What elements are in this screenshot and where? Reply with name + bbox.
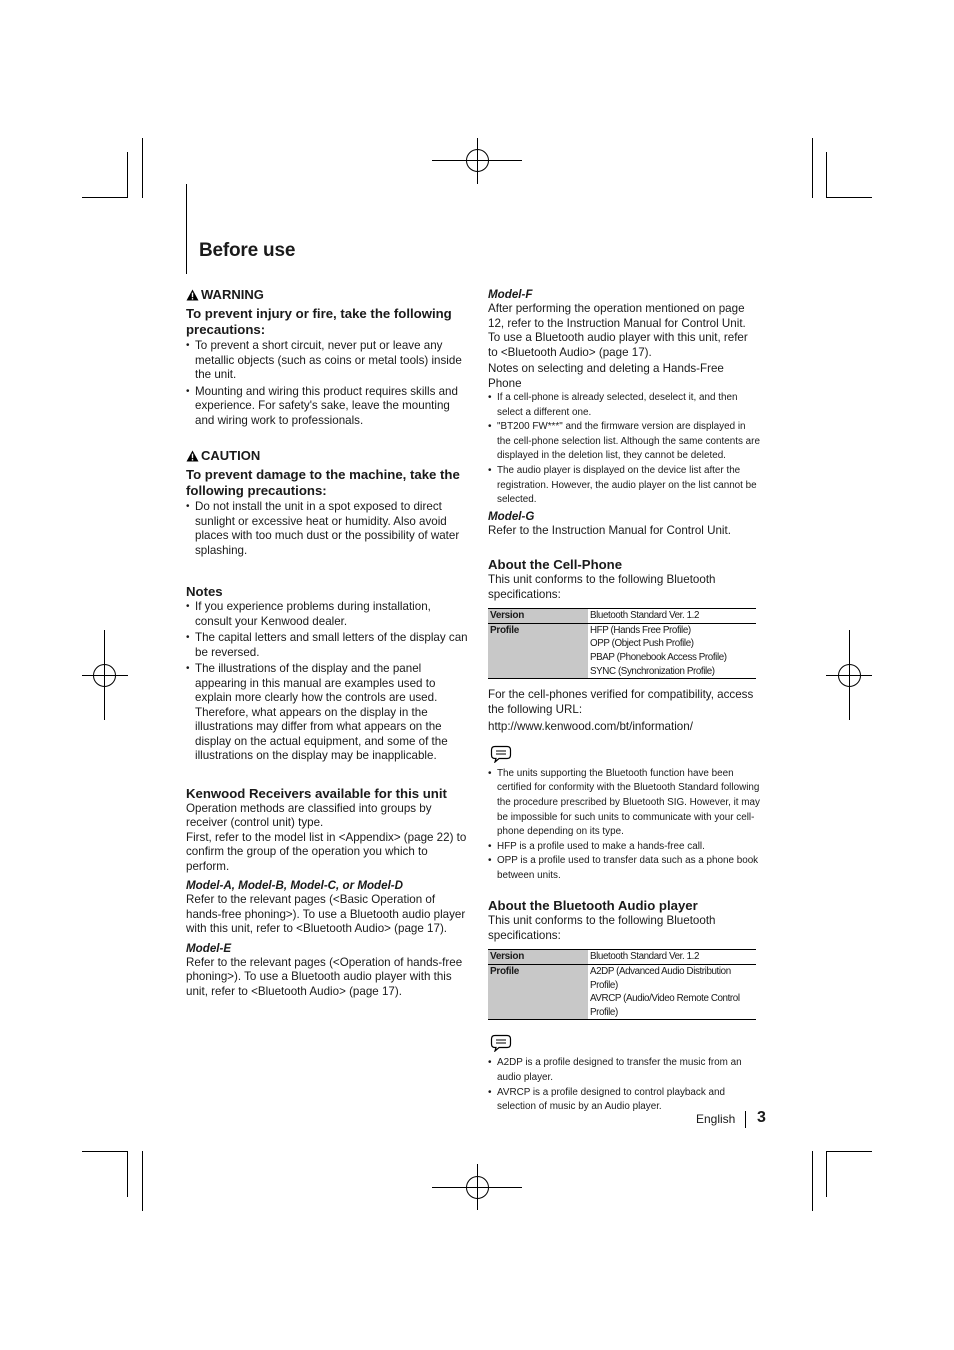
audio-notes-list <box>488 1056 760 1114</box>
caution-heading: To prevent damage to the machine, take the following precautions: <box>186 467 460 498</box>
cellphone-notes-list <box>488 767 760 884</box>
profile-item: HFP (Hands Free Profile) <box>590 624 691 636</box>
profile-item: PBAP (Phonebook Access Profile) <box>590 652 727 664</box>
list-item: • Do not install the unit in a spot exposed to direct sunlight or excessive heat or humidity. Also avoid places with too much dust or the possibility of water splashing. <box>186 500 468 558</box>
warning-list <box>186 339 468 428</box>
list-item: • Mounting and wiring this product requires skills and experience. For safety's sake, leave the mounting and wiring work to professionals. <box>186 385 468 429</box>
profile-item: OPP (Object Push Profile) <box>590 638 694 650</box>
cellphone-spec-table <box>488 608 756 679</box>
caution-list <box>186 500 468 558</box>
footer-separator <box>745 1111 746 1128</box>
list-item: • OPP is a profile used to transfer data such as a phone book between units. <box>488 854 760 883</box>
spec-label: Version <box>488 950 588 965</box>
warning-heading: To prevent injury or fire, take the following precautions: <box>186 306 452 337</box>
page-number: 3 <box>757 1109 766 1126</box>
spec-value <box>588 623 756 678</box>
model-f-notes-list <box>488 391 760 508</box>
spec-value: Bluetooth Standard Ver. 1.2 <box>588 950 756 965</box>
model-f-notes-heading: Notes on selecting and deleting a Hands-Free Phone <box>488 362 724 390</box>
profile-item: A2DP (Advanced Audio Distribution Profile) <box>590 966 731 991</box>
spec-value <box>588 965 756 1020</box>
audio-spec-table <box>488 949 756 1020</box>
spec-label: Profile <box>488 965 588 1020</box>
warning-label-text: WARNING <box>201 287 264 302</box>
table-row <box>488 623 756 678</box>
model-e-text: Refer to the relevant pages (<Operation of hands-free phoning>). To use a Bluetooth audio player with this unit, refer to <Bluetooth Audio> (page 17). <box>186 955 463 998</box>
model-abcd-heading: Model-A, Model-B, Model-C, or Model-D <box>186 879 404 892</box>
right-column <box>488 287 760 1115</box>
caution-label-text: CAUTION <box>201 448 261 463</box>
compat-text: For the cell-phones verified for compatibility, access the following URL: <box>488 688 754 716</box>
audio-heading: About the Bluetooth Audio player <box>488 898 698 914</box>
table-row <box>488 950 756 965</box>
profile-item: AVRCP (Audio/Video Remote Control Profile) <box>590 993 740 1018</box>
list-item: • The illustrations of the display and the panel appearing in this manual are examples used to explain more clearly how the controls are used. Therefore, what appears on the display in the illustrations may differ from what appears on the display on the actual equipment, and some of the illustrations on the display may be inapplicable. <box>186 662 468 764</box>
list-item: • If a cell-phone is already selected, deselect it, and then select a different one. <box>488 391 760 420</box>
model-f-heading: Model-F <box>488 288 533 301</box>
spec-label: Version <box>488 609 588 624</box>
warning-label <box>186 287 468 302</box>
list-item: • AVRCP is a profile designed to control playback and selection of music by an Audio player. <box>488 1086 760 1115</box>
notes-heading: Notes <box>186 584 223 599</box>
profile-item: SYNC (Synchronization Profile) <box>590 665 715 677</box>
list-item: • The audio player is displayed on the device list after the registration. However, the audio player on the list cannot be selected. <box>488 464 760 508</box>
notes-list <box>186 600 468 764</box>
spec-label: Profile <box>488 623 588 678</box>
table-row <box>488 965 756 1020</box>
model-e-heading: Model-E <box>186 941 232 955</box>
spec-value: Bluetooth Standard Ver. 1.2 <box>588 609 756 624</box>
note-icon <box>490 1034 512 1052</box>
compat-url[interactable]: http://www.kenwood.com/bt/information/ <box>488 720 693 734</box>
cellphone-heading: About the Cell-Phone <box>488 557 623 573</box>
left-column <box>186 287 468 999</box>
title-rule <box>186 184 187 274</box>
footer-language: English <box>696 1112 736 1126</box>
list-item: • The units supporting the Bluetooth function have been certified for conformity with the Bluetooth Standard following the procedure prescribed by Bluetooth SIG. However, it may be impossible for such units to communicate with your cell-phone depending on its type. <box>488 767 760 840</box>
model-abcd-text: Refer to the relevant pages (<Basic Operation of hands-free phoning>). To use a Bluetooth audio player with this unit, refer to <Bluetooth Audio> (page 17). <box>186 893 466 935</box>
warning-icon <box>186 289 199 301</box>
table-row <box>488 609 756 624</box>
list-item: • A2DP is a profile designed to transfer the music from an audio player. <box>488 1056 760 1085</box>
note-icon <box>490 745 512 763</box>
list-item: • The capital letters and small letters of the display can be reversed. <box>186 631 468 660</box>
cellphone-intro: This unit conforms to the following Bluetooth specifications: <box>488 573 716 601</box>
caution-label <box>186 448 468 463</box>
model-g-text: Refer to the Instruction Manual for Control Unit. <box>488 523 731 537</box>
model-g-heading: Model-G <box>488 509 535 523</box>
list-item: • HFP is a profile used to make a hands-free call. <box>488 840 760 855</box>
caution-icon <box>186 450 199 462</box>
page-title: Before use <box>199 240 296 261</box>
audio-intro: This unit conforms to the following Bluetooth specifications: <box>488 914 716 942</box>
model-f-text: After performing the operation mentioned on page 12, refer to the Instruction Manual for Control Unit. To use a Bluetooth audio player with this unit, refer to <Bluetooth Audio> (page 17). <box>488 302 748 359</box>
receivers-para-2: First, refer to the model list in <Appendix> (page 22) to confirm the group of the operation you which to perform. <box>186 830 467 873</box>
list-item: • "BT200 FW***" and the firmware version are displayed in the cell-phone selection list. Although the same contents are displayed in the deletion list, they cannot be deleted. <box>488 420 760 464</box>
receivers-heading: Kenwood Receivers available for this unit <box>186 785 447 801</box>
receivers-para-1: Operation methods are classified into groups by receiver (control unit) type. <box>186 801 432 829</box>
list-item: • To prevent a short circuit, never put or leave any metallic objects (such as coins or metal tools) inside the unit. <box>186 339 468 383</box>
list-item: • If you experience problems during installation, consult your Kenwood dealer. <box>186 600 468 629</box>
